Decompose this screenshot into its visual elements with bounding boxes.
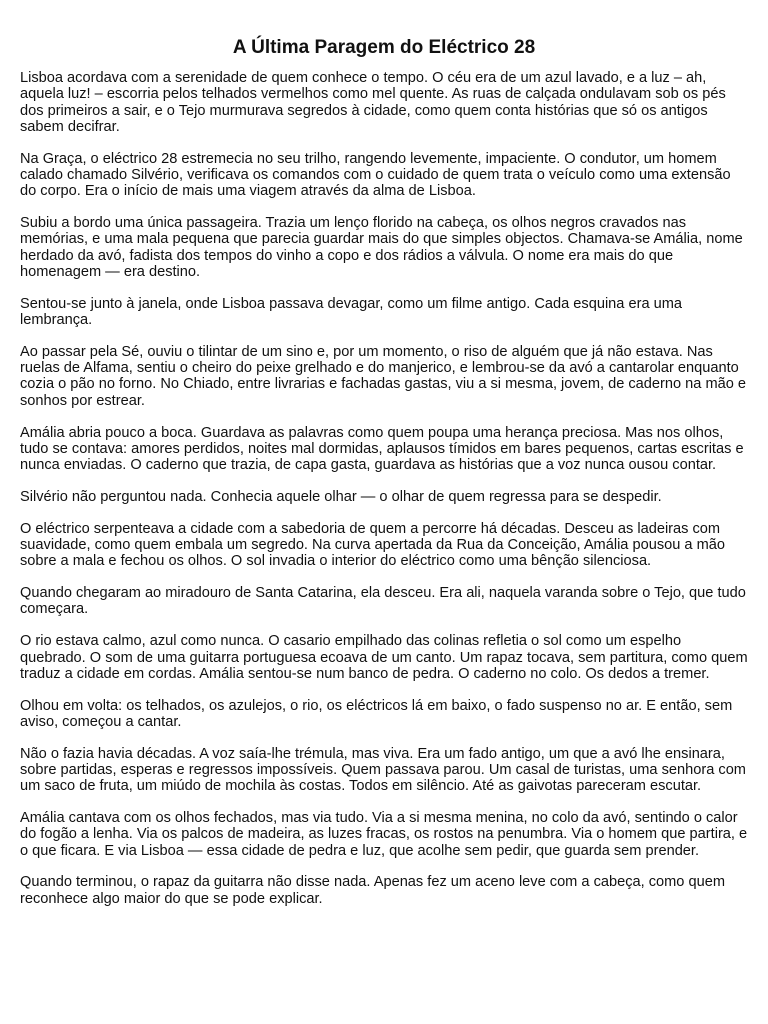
paragraph: O rio estava calmo, azul como nunca. O casario empilhado das colinas refletia o sol como um espelho quebrado. O som de uma guitarra portuguesa ecoava de um canto. Um rapaz tocava, sem partitura, como quem traduz a cidade em cordas. Amália sentou-se num banco de pedra. O caderno no colo. Os dedos a tremer. xyxy=(20,633,748,682)
paragraph: Silvério não perguntou nada. Conhecia aquele olhar — o olhar de quem regressa para se despedir. xyxy=(20,488,662,505)
paragraph: Olhou em volta: os telhados, os azulejos, o rio, os eléctricos lá em baixo, o fado suspenso no ar. E então, sem aviso, começou a cantar. xyxy=(20,697,733,730)
paragraph: Subiu a bordo uma única passageira. Trazia um lenço florido na cabeça, os olhos negros cravados nas memórias, e uma mala pequena que parecia guardar mais do que simples objectos. Chamava-se Amália, nome herdado da avó, fadista dos tempos do vinho a copo e dos rádios a válvula. O nome era mais do que homenagem — era destino. xyxy=(20,215,743,280)
paragraph: Amália cantava com os olhos fechados, mas via tudo. Via a si mesma menina, no colo da avó, sentindo o calor do fogão a lenha. Via os palcos de madeira, as luzes fracas, os rostos na penumbra. Via o homem que partira, e o que ficara. E via Lisboa — essa cidade de pedra e luz, que acolhe sem pedir, que guarda sem prender. xyxy=(20,810,748,859)
paragraph: Não o fazia havia décadas. A voz saía-lhe trémula, mas viva. Era um fado antigo, um que a avó lhe ensinara, sobre partidas, esperas e regressos impossíveis. Quem passava parou. Um casal de turistas, uma senhora com um saco de fruta, um miúdo de mochila às costas. Todos em silêncio. Até as gaivotas pareceram escutar. xyxy=(20,745,746,795)
paragraph: O eléctrico serpenteava a cidade com a sabedoria de quem a percorre há décadas. Desceu as ladeiras com suavidade, como quem embala um segredo. Na curva apertada da Rua da Conceição, Amália pousou a mão sobre a mala e fechou os olhos. O sol invadia o interior do eléctrico como uma bênção silenciosa. xyxy=(20,520,725,570)
paragraph: Quando terminou, o rapaz da guitarra não disse nada. Apenas fez um aceno leve com a cabeça, como quem reconhece algo maior do que se pode explicar. xyxy=(20,874,725,907)
paragraph: Lisboa acordava com a serenidade de quem conhece o tempo. O céu era de um azul lavado, e a luz – ah, aquela luz! – escorria pelos telhados vermelhos como mel quente. As ruas de calçada ondulavam sob os pés dos primeiros a sair, e o Tejo murmurava segredos à cidade, como quem conta histórias que só os antigos sabem decifrar. xyxy=(20,70,726,135)
paragraph: Amália abria pouco a boca. Guardava as palavras como quem poupa uma herança preciosa. Mas nos olhos, tudo se contava: amores perdidos, noites mal dormidas, aplausos tímidos em bares pequenos, cartas escritas e nunca enviadas. O caderno que trazia, de capa gasta, guardava as histórias que a voz nunca ousou contar. xyxy=(20,424,744,474)
paragraph: Quando chegaram ao miradouro de Santa Catarina, ela desceu. Era ali, naquela varanda sobre o Tejo, que tudo começara. xyxy=(20,585,746,618)
paragraph: Sentou-se junto à janela, onde Lisboa passava devagar, como um filme antigo. Cada esquina era uma lembrança. xyxy=(20,295,683,329)
paragraph: Na Graça, o eléctrico 28 estremecia no seu trilho, rangendo levemente, impaciente. O condutor, um homem calado chamado Silvério, verificava os comandos com o cuidado de quem trata o veículo como uma extensão do corpo. Era o início de mais uma viagem através da alma de Lisboa. xyxy=(20,150,731,200)
paragraph: Ao passar pela Sé, ouviu o tilintar de um sino e, por um momento, o riso de alguém que já não estava. Nas ruelas de Alfama, sentiu o cheiro do peixe grelhado e do manjerico, e lembrou-se da avó a cantarolar enquanto cozia o pão no forno. No Chiado, entre livrarias e fachadas gastas, viu a si mesma, jovem, de caderno na mão e sonhos por estrear. xyxy=(20,343,747,409)
document-title: A Última Paragem do Eléctrico 28 xyxy=(232,37,536,58)
